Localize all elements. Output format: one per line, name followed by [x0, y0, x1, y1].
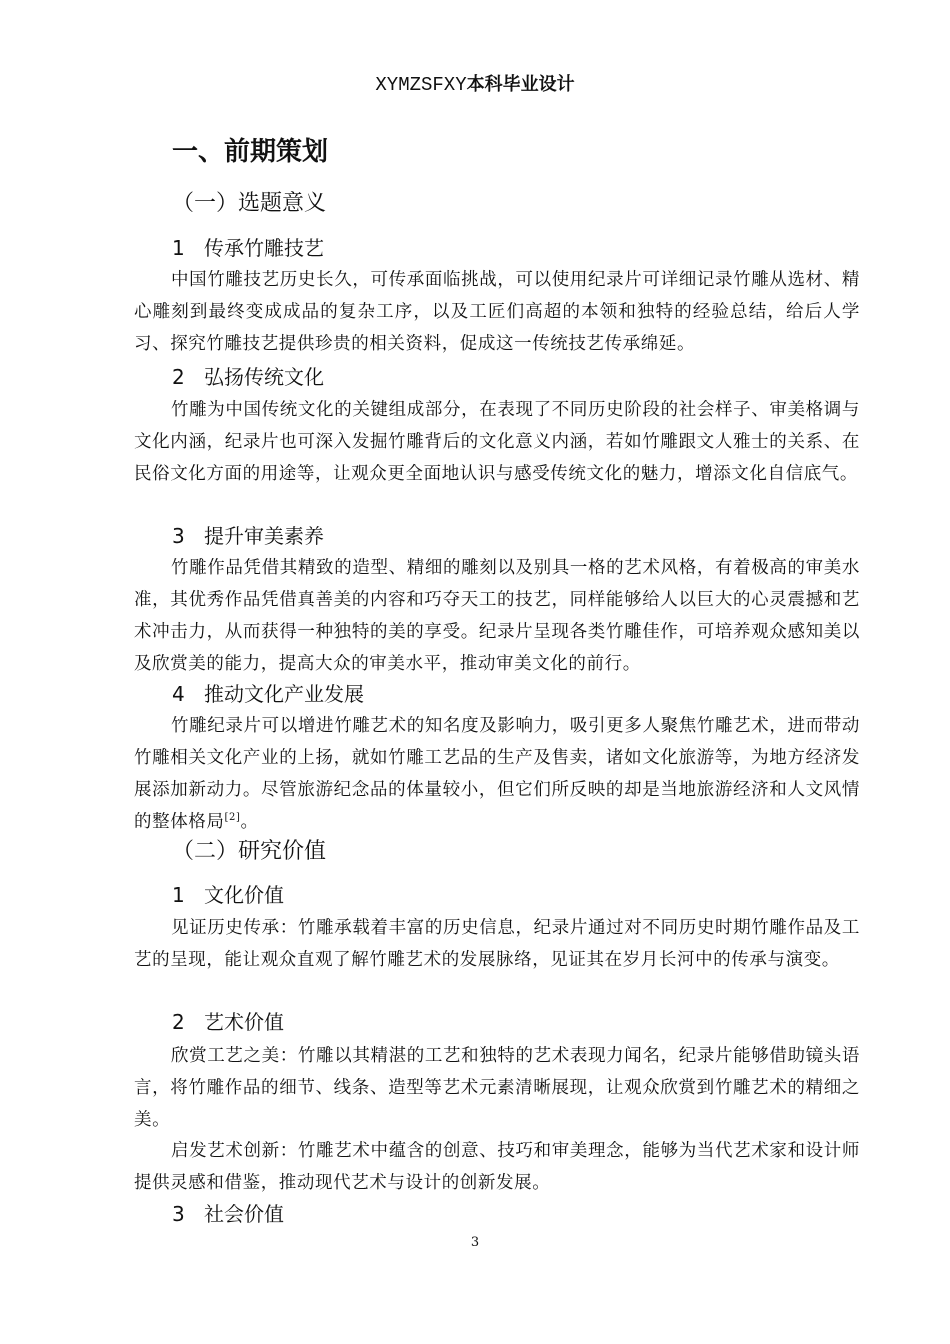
paragraph-2-1: 见证历史传承：竹雕承载着丰富的历史信息，纪录片通过对不同历史时期竹雕作品及工艺的呈现，能让观众直观了解竹雕艺术的发展脉络，见证其在岁月长河中的传承与演变。	[134, 918, 860, 970]
paragraph-2-2a: 欣赏工艺之美：竹雕以其精湛的工艺和独特的艺术表现力闻名，纪录片能够借助镜头语言，将竹雕作品的细节、线条、造型等艺术元素清晰展现，让观众欣赏到竹雕艺术的精细之美。	[134, 1046, 860, 1130]
paragraph-end: 。	[240, 812, 259, 832]
subsection-title: 文化价值	[204, 883, 284, 907]
paragraph-1-3: 竹雕作品凭借其精致的造型、精细的雕刻以及别具一格的艺术风格，有着极高的审美水准，其优秀作品凭借真善美的内容和巧夺天工的技艺，同样能够给人以巨大的心灵震撼和艺术冲击力，从而获得一种独特的美的享受。纪录片呈现各类竹雕佳作，可培养观众感知美以及欣赏美的能力，提高大众的审美水平，推动审美文化的前行。	[134, 558, 860, 674]
page-header	[0, 72, 950, 98]
subsection-heading-1-1	[172, 233, 324, 263]
subsection-title: 弘扬传统文化	[204, 365, 324, 389]
subsection-heading-1-3	[172, 521, 324, 551]
subsection-heading-1-4	[172, 679, 364, 709]
subsection-heading-1-2	[172, 362, 324, 392]
section-heading-2: （二）研究价值	[172, 839, 327, 864]
subsection-number: 2	[172, 1010, 185, 1034]
subsection-number: 4	[172, 682, 185, 706]
chapter-heading: 一、前期策划	[172, 137, 329, 167]
subsection-title: 传承竹雕技艺	[204, 236, 324, 260]
subsection-number: 1	[172, 883, 185, 907]
page-number: 3	[470, 1235, 480, 1250]
header-code: XYMZSFXY	[375, 74, 467, 96]
subsection-heading-2-1	[172, 880, 284, 910]
header-title: 本科毕业设计	[466, 74, 575, 95]
section-heading-1: （一）选题意义	[172, 191, 327, 216]
subsection-heading-2-2	[172, 1007, 284, 1037]
subsection-title: 艺术价值	[204, 1010, 284, 1034]
subsection-number: 1	[172, 236, 185, 260]
subsection-number: 3	[172, 524, 185, 548]
paragraph-1-4	[134, 710, 860, 838]
paragraph-2-2b: 启发艺术创新：竹雕艺术中蕴含的创意、技巧和审美理念，能够为当代艺术家和设计师提供灵感和借鉴，推动现代艺术与设计的创新发展。	[134, 1141, 860, 1193]
subsection-number: 2	[172, 365, 185, 389]
subsection-title: 提升审美素养	[204, 524, 324, 548]
subsection-title: 推动文化产业发展	[204, 682, 364, 706]
paragraph-1-1: 中国竹雕技艺历史长久，可传承面临挑战，可以使用纪录片可详细记录竹雕从选材、精心雕刻到最终变成成品的复杂工序，以及工匠们高超的本领和独特的经验总结，给后人学习、探究竹雕技艺提供珍贵的相关资料，促成这一传统技艺传承绵延。	[134, 270, 860, 354]
citation-ref: [2]	[224, 812, 241, 824]
subsection-number: 3	[172, 1202, 185, 1226]
subsection-heading-2-3	[172, 1199, 284, 1229]
paragraph-text: 竹雕纪录片可以增进竹雕艺术的知名度及影响力，吸引更多人聚焦竹雕艺术，进而带动竹雕相关文化产业的上扬，就如竹雕工艺品的生产及售卖，诸如文化旅游等，为地方经济发展添加新动力。尽管旅游纪念品的体量较小，但它们所反映的却是当地旅游经济和人文风情的整体格局	[134, 716, 860, 832]
paragraph-1-2: 竹雕为中国传统文化的关键组成部分，在表现了不同历史阶段的社会样子、审美格调与文化内涵，纪录片也可深入发掘竹雕背后的文化意义内涵，若如竹雕跟文人雅士的关系、在民俗文化方面的用途等，让观众更全面地认识与感受传统文化的魅力，增添文化自信底气。	[134, 400, 860, 484]
subsection-title: 社会价值	[204, 1202, 284, 1226]
